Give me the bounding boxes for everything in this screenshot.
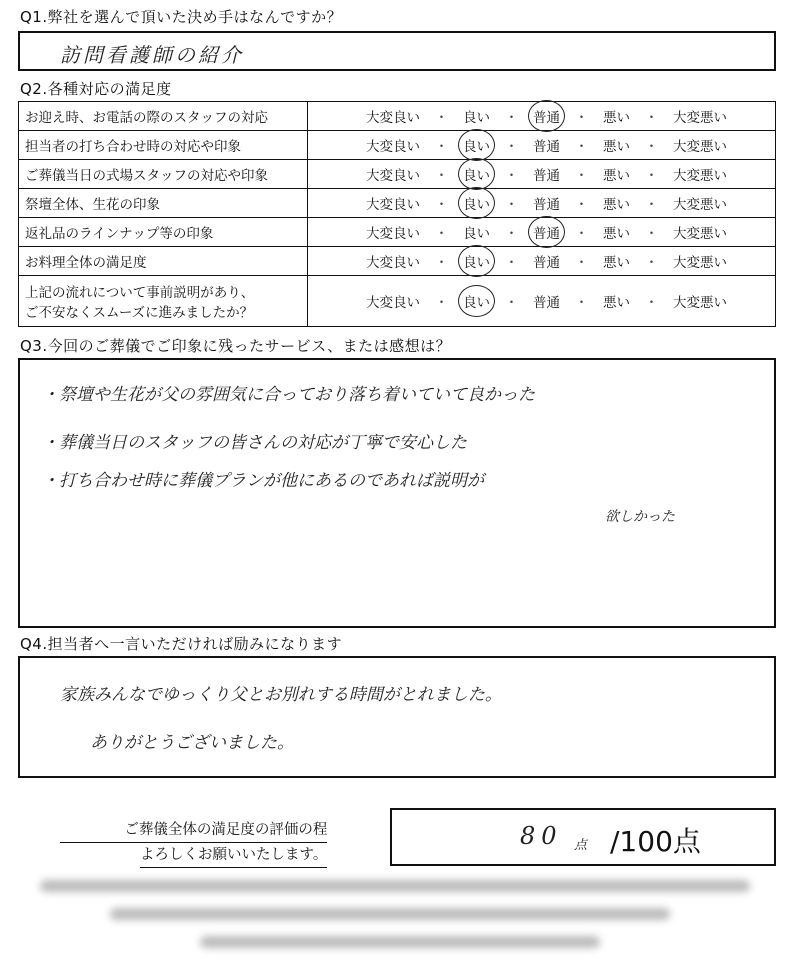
rating-option[interactable]: 大変良い <box>366 139 420 155</box>
score-max: /100点 <box>610 825 701 858</box>
rating-option[interactable]: 大変悪い <box>673 226 727 242</box>
satisfaction-item: お迎え時、お電話の際のスタッフの対応 <box>19 102 308 131</box>
score-box[interactable] <box>390 808 776 866</box>
satisfaction-row <box>19 218 776 247</box>
satisfaction-item-line: ご不安なくスムーズに進みましたか？ <box>25 305 254 321</box>
score-label-line1: ご葬儀全体の満足度の評価の程 <box>60 818 327 843</box>
choice-separator: ・ <box>434 226 449 242</box>
q3-line: ・打ち合わせ時に葬儀プランが他にあるのであれば説明が <box>42 471 484 491</box>
choice-separator: ・ <box>644 168 659 184</box>
q3-line: 欲しかった <box>605 509 675 525</box>
satisfaction-row <box>19 160 776 189</box>
rating-option[interactable]: 悪い <box>603 295 630 311</box>
rating-option[interactable]: 大変悪い <box>673 255 727 271</box>
choice-separator: ・ <box>504 197 519 213</box>
score-label-line2: よろしくお願いいたします。 <box>140 843 327 868</box>
satisfaction-choices <box>308 131 776 160</box>
rating-option[interactable]: 普通 <box>533 295 560 311</box>
rating-option[interactable]: 良い <box>463 226 490 242</box>
choice-separator: ・ <box>574 197 589 213</box>
choice-separator: ・ <box>434 295 449 311</box>
score-unit: 点 <box>574 838 588 853</box>
satisfaction-choices <box>308 189 776 218</box>
choice-separator: ・ <box>574 295 589 311</box>
rating-option[interactable]: 悪い <box>603 255 630 271</box>
satisfaction-table <box>18 101 776 327</box>
choice-separator: ・ <box>644 226 659 242</box>
choice-separator: ・ <box>434 110 449 126</box>
rating-option[interactable]: 大変悪い <box>673 197 727 213</box>
choice-separator: ・ <box>644 197 659 213</box>
satisfaction-row <box>19 102 776 131</box>
rating-option[interactable]: 普通 <box>533 255 560 271</box>
rating-option[interactable]: 悪い <box>603 197 630 213</box>
score-value: 80 <box>520 822 563 850</box>
choice-separator: ・ <box>644 255 659 271</box>
choice-separator: ・ <box>504 295 519 311</box>
q4-answer-box[interactable] <box>18 656 776 778</box>
choice-separator: ・ <box>574 168 589 184</box>
rating-option[interactable]: 良い <box>461 251 492 271</box>
satisfaction-item: ご葬儀当日の式場スタッフの対応や印象 <box>19 160 308 189</box>
q2-label: Q2.各種対応の満足度 <box>20 80 172 98</box>
rating-option[interactable]: 普通 <box>533 139 560 155</box>
satisfaction-item <box>19 276 308 327</box>
choice-separator: ・ <box>504 226 519 242</box>
rating-option[interactable]: 大変良い <box>366 168 420 184</box>
choice-separator: ・ <box>434 139 449 155</box>
rating-option[interactable]: 大変良い <box>366 110 420 126</box>
rating-option[interactable]: 大変良い <box>366 226 420 242</box>
q1-label: Q1.弊社を選んで頂いた決め手はなんですか？ <box>20 8 343 26</box>
rating-option[interactable]: 良い <box>463 110 490 126</box>
rating-option[interactable]: 普通 <box>533 197 560 213</box>
q4-line: ありがとうございました。 <box>90 733 294 753</box>
satisfaction-choices <box>308 160 776 189</box>
rating-option[interactable]: 悪い <box>603 168 630 184</box>
q3-answer-box[interactable] <box>18 358 776 628</box>
choice-separator: ・ <box>644 139 659 155</box>
choice-separator: ・ <box>504 168 519 184</box>
choice-separator: ・ <box>644 295 659 311</box>
rating-option[interactable]: 悪い <box>603 226 630 242</box>
rating-option[interactable]: 良い <box>461 135 492 155</box>
satisfaction-item: 担当者の打ち合わせ時の対応や印象 <box>19 131 308 160</box>
rating-option[interactable]: 良い <box>461 193 492 213</box>
choice-separator: ・ <box>504 255 519 271</box>
rating-option[interactable]: 大変悪い <box>673 139 727 155</box>
choice-separator: ・ <box>574 139 589 155</box>
q3-line: ・葬儀当日のスタッフの皆さんの対応が丁寧で安心した <box>42 433 467 453</box>
q3-line: ・祭壇や生花が父の雰囲気に合っており落ち着いていて良かった <box>42 385 535 405</box>
q1-answer-box[interactable] <box>18 31 776 71</box>
satisfaction-item: 返礼品のラインナップ等の印象 <box>19 218 308 247</box>
satisfaction-item-line: 上記の流れについて事前説明があり、 <box>25 285 255 301</box>
rating-option[interactable]: 普通 <box>533 168 560 184</box>
rating-option[interactable]: 良い <box>461 164 492 184</box>
q1-answer: 訪問看護師の紹介 <box>60 43 244 67</box>
choice-separator: ・ <box>574 226 589 242</box>
score-label <box>60 818 327 868</box>
choice-separator: ・ <box>434 168 449 184</box>
satisfaction-item: 祭壇全体、生花の印象 <box>19 189 308 218</box>
choice-separator: ・ <box>504 139 519 155</box>
q4-line: 家族みんなでゆっくり父とお別れする時間がとれました。 <box>60 685 502 705</box>
q4-label: Q4.担当者へ一言いただければ励みになります <box>20 635 343 653</box>
rating-option[interactable]: 大変悪い <box>673 295 727 311</box>
satisfaction-choices <box>308 102 776 131</box>
choice-separator: ・ <box>574 110 589 126</box>
satisfaction-row <box>19 247 776 276</box>
q3-label: Q3.今回のご葬儀でご印象に残ったサービス、または感想は？ <box>20 337 452 355</box>
satisfaction-row <box>19 276 776 327</box>
rating-option[interactable]: 普通 <box>531 222 562 242</box>
rating-option[interactable]: 良い <box>461 291 492 311</box>
rating-option[interactable]: 大変悪い <box>673 110 727 126</box>
rating-option[interactable]: 悪い <box>603 139 630 155</box>
satisfaction-row <box>19 189 776 218</box>
rating-option[interactable]: 大変良い <box>366 295 420 311</box>
satisfaction-row <box>19 131 776 160</box>
choice-separator: ・ <box>644 110 659 126</box>
choice-separator: ・ <box>434 197 449 213</box>
rating-option[interactable]: 大変良い <box>366 255 420 271</box>
satisfaction-choices <box>308 218 776 247</box>
satisfaction-item: お料理全体の満足度 <box>19 247 308 276</box>
satisfaction-choices <box>308 247 776 276</box>
choice-separator: ・ <box>574 255 589 271</box>
rating-option[interactable]: 大変良い <box>366 197 420 213</box>
rating-option[interactable]: 大変悪い <box>673 168 727 184</box>
satisfaction-choices <box>308 276 776 327</box>
rating-option[interactable]: 悪い <box>603 110 630 126</box>
choice-separator: ・ <box>504 110 519 126</box>
rating-option[interactable]: 普通 <box>531 106 562 126</box>
choice-separator: ・ <box>434 255 449 271</box>
